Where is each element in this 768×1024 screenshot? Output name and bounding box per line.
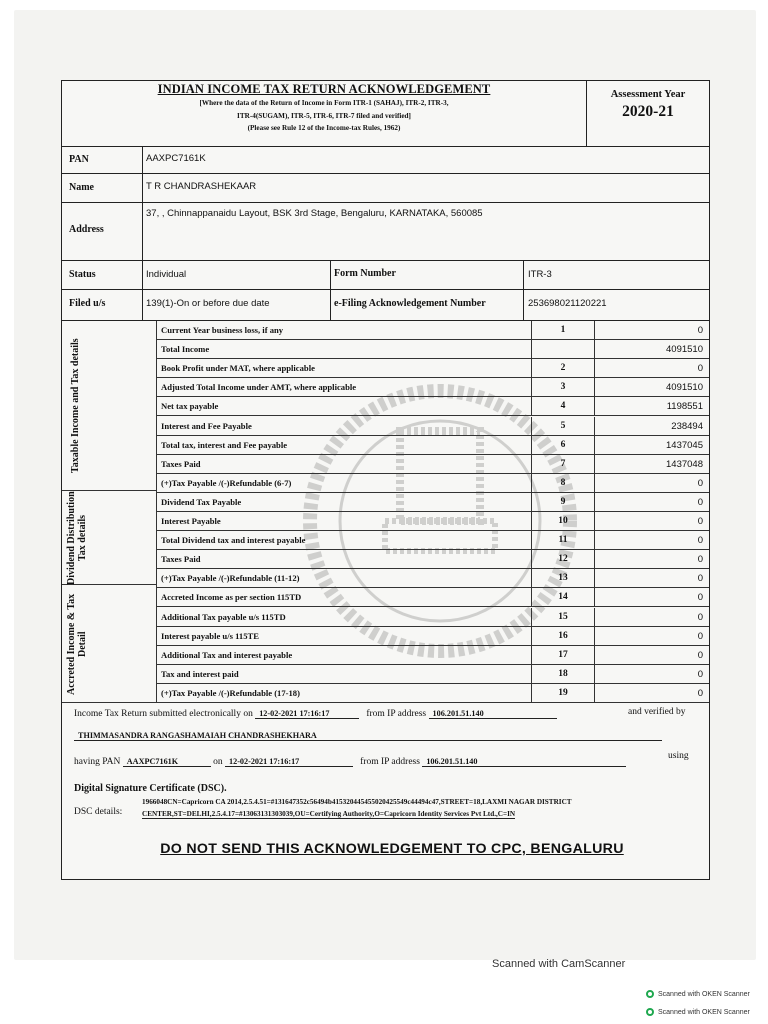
row-amount: 0	[697, 611, 703, 623]
oken-text-1: Scanned with OKEN Scanner	[658, 990, 750, 998]
row-amount: 0	[697, 687, 703, 699]
row-number: 3	[531, 378, 595, 397]
row-number: 8	[531, 474, 595, 493]
row-description: Interest and Fee Payable	[161, 420, 252, 431]
row-description: Dividend Tax Payable	[161, 496, 242, 507]
verifier-name: THIMMASANDRA RANGASHAMAIAH CHANDRASHEKHARA	[74, 731, 662, 741]
row-description: Taxes Paid	[161, 458, 201, 469]
row-amount: 0	[697, 554, 703, 566]
form-subtitle-1: [Where the data of the Return of Income in Form ITR-1 (SAHAJ), ITR-2, ITR-3,	[199, 99, 449, 107]
form-subtitle-3: (Please see Rule 12 of the Income-tax Rules, 1962)	[247, 124, 401, 132]
having-pan-text: having PAN	[74, 757, 121, 767]
row-description: Total Dividend tax and interest payable	[161, 535, 306, 546]
verifier-pan-line	[74, 757, 626, 767]
assessment-year-box	[587, 81, 709, 147]
dsc-heading: Digital Signature Certificate (DSC).	[74, 783, 227, 794]
row-description: Tax and interest paid	[161, 668, 239, 679]
row-amount: 238494	[671, 420, 703, 432]
dividend-group	[62, 491, 157, 585]
row-description: Taxes Paid	[161, 554, 201, 565]
verification-section	[62, 703, 709, 879]
row-amount: 0	[697, 573, 703, 585]
row-description: Adjusted Total Income under AMT, where applicable	[161, 382, 357, 393]
row-description: Additional Tax and interest payable	[161, 649, 293, 660]
dsc-line-2: CENTER,ST=DELHI,2.5.4.17=#13063131303039,OU=Certifying Authority,O=Capricorn Identity Services Pvt Ltd.,C=IN	[142, 810, 516, 818]
table-row	[157, 474, 709, 493]
row-description: Interest Payable	[161, 516, 221, 526]
oken-watermark-1	[646, 990, 750, 998]
row-description: (+)Tax Payable /(-)Refundable (17-18)	[161, 687, 300, 698]
on-text: on	[213, 757, 223, 767]
using-text: using	[668, 751, 689, 761]
table-row	[157, 627, 709, 646]
row-description: Total Income	[161, 344, 210, 355]
submission-line	[74, 709, 557, 719]
table-row	[157, 588, 709, 607]
filed-value: 139(1)-On or before due date	[143, 290, 331, 320]
submitted-datetime: 12-02-2021 17:16:17	[255, 709, 359, 719]
verifier-line	[74, 731, 662, 741]
row-amount: 4091510	[666, 344, 703, 356]
filed-row	[62, 290, 709, 321]
assessment-year-label: Assessment Year	[610, 89, 686, 100]
row-description: Net tax payable	[161, 401, 219, 412]
row-number: 1	[531, 321, 595, 340]
row-amount: 1437045	[666, 439, 703, 451]
row-number: 14	[531, 588, 595, 607]
form-subtitle-2: ITR-4(SUGAM), ITR-5, ITR-6, ITR-7 filed and verified]	[237, 111, 411, 120]
table-row	[157, 665, 709, 684]
form-title: INDIAN INCOME TAX RETURN ACKNOWLEDGEMENT	[157, 82, 491, 96]
row-amount: 0	[697, 649, 703, 661]
from-ip-text: from IP address	[366, 709, 427, 719]
verification-ip: 106.201.51.140	[422, 757, 626, 767]
table-row	[157, 321, 709, 340]
status-value: Individual	[143, 261, 331, 289]
filed-label: Filed u/s	[62, 290, 143, 320]
row-number: 5	[531, 417, 595, 436]
row-description: Total tax, interest and Fee payable	[161, 439, 288, 450]
dsc-label: DSC details:	[74, 807, 123, 817]
row-number: 4	[531, 397, 595, 416]
table-row	[157, 550, 709, 569]
oken-watermark-2	[646, 1008, 750, 1016]
table-row	[157, 417, 709, 436]
row-number: 16	[531, 627, 595, 646]
row-amount: 0	[697, 592, 703, 604]
table-row	[157, 436, 709, 455]
row-amount: 0	[697, 477, 703, 489]
name-label: Name	[62, 174, 143, 202]
table-row	[157, 684, 709, 703]
camscanner-watermark: Scanned with CamScanner	[492, 958, 626, 970]
row-amount: 4091510	[666, 382, 703, 394]
name-row	[62, 174, 709, 203]
verified-datetime: 12-02-2021 17:16:17	[225, 757, 353, 767]
verifier-pan: AAXPC7161K	[123, 757, 211, 767]
row-number: 19	[531, 684, 595, 703]
row-number: 9	[531, 493, 595, 512]
ack-number-label: e-Filing Acknowledgement Number	[331, 290, 524, 320]
row-description: Current Year business loss, if any	[161, 325, 284, 335]
row-description: (+)Tax Payable /(-)Refundable (11-12)	[161, 573, 300, 584]
row-amount: 0	[697, 630, 703, 642]
row-number: 17	[531, 646, 595, 665]
oken-logo-icon	[646, 1008, 654, 1016]
table-row	[157, 359, 709, 378]
table-row	[157, 569, 709, 588]
status-row	[62, 261, 709, 290]
table-row	[157, 397, 709, 416]
verified-by-text: and verified by	[628, 707, 686, 717]
assessment-year-value: 2020-21	[622, 103, 674, 120]
row-number: 15	[531, 608, 595, 627]
table-row	[157, 646, 709, 665]
row-amount: 1437048	[666, 458, 703, 470]
taxable-group	[62, 321, 157, 491]
form-number-label: Form Number	[331, 261, 524, 289]
row-description: Accreted Income as per section 115TD	[161, 592, 302, 603]
ack-number-value: 253698021120221	[528, 298, 607, 309]
dividend-group-label: Dividend Distribution Tax details	[66, 491, 88, 585]
do-not-send-warning: DO NOT SEND THIS ACKNOWLEDGEMENT TO CPC, BENGALURU	[160, 841, 624, 857]
oken-logo-icon	[646, 990, 654, 998]
row-number: 2	[531, 359, 595, 378]
row-description: Interest payable u/s 115TE	[161, 630, 259, 641]
row-description: Additional Tax payable u/s 115TD	[161, 611, 286, 622]
table-row	[157, 531, 709, 550]
row-number	[531, 340, 595, 359]
row-number: 13	[531, 569, 595, 588]
table-row	[157, 493, 709, 512]
row-number: 12	[531, 550, 595, 569]
pan-row	[62, 147, 709, 174]
pan-label: PAN	[62, 147, 143, 173]
address-label: Address	[62, 203, 143, 260]
row-amount: 1198551	[666, 401, 703, 413]
address-value: 37, , Chinnappanaidu Layout, BSK 3rd Stage, Bengaluru, KARNATAKA, 560085	[146, 208, 483, 219]
row-amount: 0	[697, 535, 703, 547]
accreted-group	[62, 585, 157, 703]
pan-value: AAXPC7161K	[146, 153, 206, 164]
dsc-line-1: 1966048CN=Capricorn CA 2014,2.5.4.51=#131647352c56494b415320445455020425549c44494c47,STREET=18,LAXMI NAGAR DISTRICT	[142, 798, 572, 806]
row-description: Book Profit under MAT, where applicable	[161, 363, 315, 374]
row-number: 7	[531, 455, 595, 474]
row-number: 18	[531, 665, 595, 684]
taxable-group-label: Taxable Income and Tax details	[70, 338, 81, 474]
acknowledgement-form	[61, 80, 710, 880]
table-row	[157, 512, 709, 531]
from-ip-text-2: from IP address	[360, 757, 420, 767]
submission-ip: 106.201.51.140	[429, 709, 557, 719]
table-row	[157, 378, 709, 397]
oken-text-2: Scanned with OKEN Scanner	[658, 1008, 750, 1016]
row-amount: 0	[697, 325, 703, 336]
table-row	[157, 340, 709, 359]
address-row	[62, 203, 709, 261]
form-header	[62, 81, 587, 147]
row-amount: 0	[697, 496, 703, 508]
table-row	[157, 455, 709, 474]
status-label: Status	[62, 261, 143, 289]
row-number: 10	[531, 512, 595, 531]
row-description: (+)Tax Payable /(-)Refundable (6-7)	[161, 477, 292, 488]
row-amount: 0	[697, 668, 703, 680]
submitted-text: Income Tax Return submitted electronically on	[74, 709, 253, 719]
name-value: T R CHANDRASHEKAAR	[146, 181, 257, 192]
row-amount: 0	[697, 363, 703, 375]
form-number-value: ITR-3	[528, 269, 552, 280]
row-number: 11	[531, 531, 595, 550]
row-number: 6	[531, 436, 595, 455]
table-row	[157, 608, 709, 627]
row-amount: 0	[697, 516, 703, 527]
accreted-group-label: Accreted Income & Tax Detail	[66, 593, 88, 695]
